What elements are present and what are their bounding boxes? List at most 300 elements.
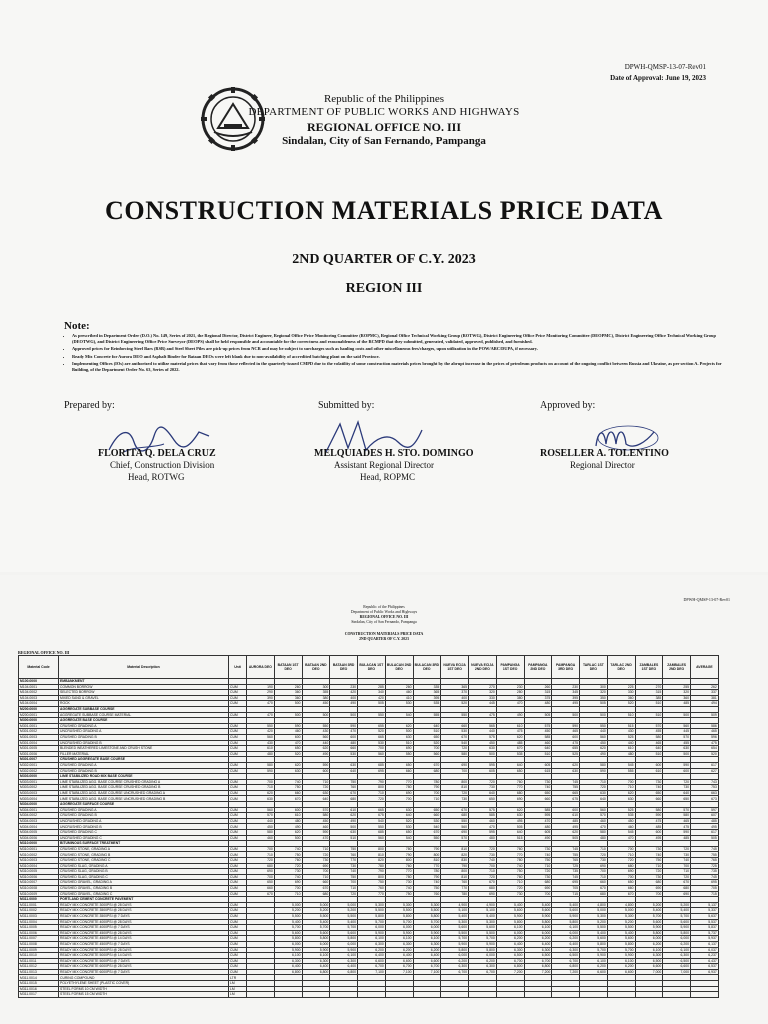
table-cell: 640 xyxy=(663,790,691,796)
table-cell: 743 xyxy=(691,779,719,785)
table-cell: FILLER MATERIAL xyxy=(59,751,229,757)
table-cell: 300 xyxy=(580,684,608,690)
table-cell: 700 xyxy=(413,746,441,752)
table-cell: 5,900 xyxy=(635,925,663,931)
table-cell: 495 xyxy=(635,835,663,841)
table-cell: 5,400 xyxy=(274,919,302,925)
table-cell: 6,537 xyxy=(691,964,719,970)
table-cell: M310.0000 xyxy=(19,841,59,847)
table-cell: 740 xyxy=(635,785,663,791)
table-cell: 620 xyxy=(496,807,524,813)
table-cell: 375 xyxy=(524,695,552,701)
table-cell: 525 xyxy=(552,751,580,757)
table-cell: 770 xyxy=(496,852,524,858)
table-cell xyxy=(247,992,275,998)
table-cell: M311.0009 xyxy=(19,947,59,953)
table-cell: CRUSHED GRADING B xyxy=(59,768,229,774)
table-cell: 6,000 xyxy=(441,953,469,959)
table-cell: 360 xyxy=(274,690,302,696)
column-header: TARLAC 1ST DEO xyxy=(580,656,608,679)
table-cell: 670 xyxy=(663,880,691,886)
table-cell: 710 xyxy=(635,863,663,869)
table-cell: 7,100 xyxy=(385,969,413,975)
table-cell: CRUSHED GRADING B xyxy=(59,734,229,740)
table-cell: M200.0000 xyxy=(19,706,59,712)
table-cell: ROCK xyxy=(59,701,229,707)
table-cell: 500 xyxy=(274,835,302,841)
table-cell: 450 xyxy=(302,818,330,824)
table-cell: 6,100 xyxy=(524,925,552,931)
table-cell: 560 xyxy=(247,807,275,813)
table-cell: M311.0007 xyxy=(19,936,59,942)
table-cell: 640 xyxy=(580,796,608,802)
table-cell: CRUSHED GRAVEL, GRADING B xyxy=(59,885,229,891)
table-cell: READY MIX CONCRETE 5000PSI @ 7 DAYS xyxy=(59,958,229,964)
table-cell: UNCRUSHED GRADING B xyxy=(59,740,229,746)
table-cell: 5,400 xyxy=(330,919,358,925)
table-cell: 650 xyxy=(247,880,275,886)
table-cell: 5,400 xyxy=(469,913,497,919)
table-cell: 500 xyxy=(663,751,691,757)
table-cell: 680 xyxy=(247,863,275,869)
table-cell: 5,800 xyxy=(330,936,358,942)
table-cell: 5,300 xyxy=(358,902,386,908)
table-cell: 5,900 xyxy=(385,930,413,936)
table-cell: 5,800 xyxy=(607,941,635,947)
table-cell: 5,700 xyxy=(663,913,691,919)
table-cell: 5,900 xyxy=(330,947,358,953)
table-cell: 5,600 xyxy=(330,930,358,936)
table-cell: AGGREGATE BASE COURSE xyxy=(59,718,229,724)
table-cell: 720 xyxy=(441,746,469,752)
table-cell: 505 xyxy=(580,701,608,707)
table-cell: 580 xyxy=(247,762,275,768)
table-cell: 620 xyxy=(552,830,580,836)
table-cell: 5,200 xyxy=(274,908,302,914)
table-cell: 550 xyxy=(441,712,469,718)
table-cell: READY MIX CONCRETE 4000PSI @ 28 DAYS xyxy=(59,919,229,925)
table-cell xyxy=(552,992,580,998)
table-cell: 520 xyxy=(607,701,635,707)
table-cell: 800 xyxy=(358,874,386,880)
table-cell: 610 xyxy=(635,768,663,774)
table-cell: 6,200 xyxy=(524,936,552,942)
table-cell: 440 xyxy=(247,818,275,824)
table-cell: 810 xyxy=(358,852,386,858)
table-cell: 730 xyxy=(441,796,469,802)
table-cell: 5,600 xyxy=(552,908,580,914)
table-cell: 5,800 xyxy=(552,919,580,925)
table-cell: 470 xyxy=(607,835,635,841)
table-cell: 4,800 xyxy=(607,902,635,908)
table-cell: 6,800 xyxy=(496,964,524,970)
page2-region-label: REGIONAL OFFICE NO. III xyxy=(18,650,70,655)
table-cell: 630 xyxy=(552,768,580,774)
table-cell: READY MIX CONCRETE 4000PSI @ 7 DAYS xyxy=(59,925,229,931)
table-cell: 710 xyxy=(607,852,635,858)
table-cell: 586 xyxy=(691,723,719,729)
table-cell: 280 xyxy=(496,690,524,696)
table-cell: 260 xyxy=(385,684,413,690)
table-cell: 6,000 xyxy=(385,925,413,931)
table-cell: 6,200 xyxy=(385,947,413,953)
table-cell: M304.0001 xyxy=(19,807,59,813)
table-cell: 5,737 xyxy=(691,930,719,936)
table-cell: M304.0005 xyxy=(19,830,59,836)
table-cell: 505 xyxy=(524,712,552,718)
table-cell: 5,900 xyxy=(358,930,386,936)
table-cell: 5,800 xyxy=(385,913,413,919)
table-cell: 6,437 xyxy=(691,958,719,964)
table-cell: 355 xyxy=(302,690,330,696)
table-cell: CUM xyxy=(229,768,247,774)
table-cell: 460 xyxy=(274,729,302,735)
table-cell: 6,500 xyxy=(496,953,524,959)
table-cell: 6,937 xyxy=(691,969,719,975)
table-cell: 640 xyxy=(635,746,663,752)
table-cell: 6,200 xyxy=(580,964,608,970)
table-cell: 730 xyxy=(635,779,663,785)
table-cell: M310.0001 xyxy=(19,846,59,852)
table-cell: 655 xyxy=(552,746,580,752)
table-cell: 455 xyxy=(663,740,691,746)
table-cell: 650 xyxy=(385,762,413,768)
table-cell: 590 xyxy=(580,768,608,774)
table-cell: 5,900 xyxy=(274,947,302,953)
table-cell: 750 xyxy=(496,869,524,875)
table-cell: UNCRUSHED GRADING C xyxy=(59,835,229,841)
table-cell xyxy=(691,992,719,998)
table-cell: 650 xyxy=(469,796,497,802)
table-cell: 590 xyxy=(552,723,580,729)
table-cell: 505 xyxy=(552,835,580,841)
table-cell: 5,500 xyxy=(330,913,358,919)
table-cell: CRUSHED SLAG, GRADING B xyxy=(59,869,229,875)
table-cell: CRUSHED GRAVEL, GRADING C xyxy=(59,891,229,897)
table-cell: 590 xyxy=(302,762,330,768)
table-cell: 600 xyxy=(635,762,663,768)
table-cell: M100.0000 xyxy=(19,679,59,685)
table-cell: 6,300 xyxy=(385,941,413,947)
table-cell: 663 xyxy=(691,790,719,796)
column-header: BULACAN 3RD DEO xyxy=(413,656,441,679)
table-cell: 680 xyxy=(413,768,441,774)
table-cell: 450 xyxy=(580,740,608,746)
table-cell: 4,900 xyxy=(441,902,469,908)
table-cell: 685 xyxy=(358,830,386,836)
table-cell: 595 xyxy=(469,830,497,836)
table-cell: 420 xyxy=(358,695,386,701)
table-cell: CUM xyxy=(229,947,247,953)
table-cell: CUM xyxy=(229,846,247,852)
table-cell: 710 xyxy=(413,796,441,802)
table-cell: 725 xyxy=(552,863,580,869)
table-cell: 5,000 xyxy=(330,902,358,908)
table-cell: 550 xyxy=(358,712,386,718)
table-cell: 440 xyxy=(469,729,497,735)
table-cell: 490 xyxy=(524,835,552,841)
table-cell: CUM xyxy=(229,953,247,959)
table-cell: CUM xyxy=(229,908,247,914)
table-cell: 560 xyxy=(358,835,386,841)
table-cell: 720 xyxy=(635,869,663,875)
table-cell: 580 xyxy=(580,830,608,836)
table-cell: 6,100 xyxy=(385,936,413,942)
table-cell: 5,537 xyxy=(691,919,719,925)
table-cell: 5,600 xyxy=(274,930,302,936)
table-cell: 690 xyxy=(524,885,552,891)
table-cell: 5,700 xyxy=(441,936,469,942)
table-cell: 450 xyxy=(302,701,330,707)
column-header: TARLAC 2ND DEO xyxy=(607,656,635,679)
table-cell: LIME STABILIZED AGG. BASE COURSE CRUSHED GRADING B xyxy=(59,785,229,791)
table-cell: 480 xyxy=(524,824,552,830)
table-cell: 545 xyxy=(607,762,635,768)
table-cell: 5,900 xyxy=(469,941,497,947)
table-cell xyxy=(635,992,663,998)
table-cell: LM xyxy=(229,981,247,987)
table-cell: 475 xyxy=(635,818,663,824)
table-cell: 5,700 xyxy=(358,919,386,925)
table-cell: M311.0003 xyxy=(19,913,59,919)
table-cell: 6,200 xyxy=(635,941,663,947)
table-cell: 530 xyxy=(385,824,413,830)
table-cell: 7,100 xyxy=(358,969,386,975)
table-cell: 780 xyxy=(496,858,524,864)
table-cell: 730 xyxy=(524,779,552,785)
table-cell: 260 xyxy=(274,684,302,690)
table-cell: 720 xyxy=(663,779,691,785)
table-cell: M300.0000 xyxy=(19,718,59,724)
table-cell: 500 xyxy=(330,824,358,830)
table-cell: 760 xyxy=(441,880,469,886)
table-cell: 590 xyxy=(274,723,302,729)
table-cell: M311.0017 xyxy=(19,992,59,998)
table-cell: 715 xyxy=(552,891,580,897)
table-cell: 700 xyxy=(413,790,441,796)
table-cell: 650 xyxy=(663,796,691,802)
table-cell: 570 xyxy=(663,734,691,740)
table-cell: 6,600 xyxy=(580,969,608,975)
table-cell: READY MIX CONCRETE 6000PSI @ 7 DAYS xyxy=(59,969,229,975)
table-cell: 570 xyxy=(635,723,663,729)
table-cell: 5,500 xyxy=(580,925,608,931)
table-cell: 530 xyxy=(385,701,413,707)
submitted-position: Assistant Regional Director xyxy=(334,460,434,470)
table-cell: AGGREGATE SUBBASE COURSE xyxy=(59,706,229,712)
table-cell: 5,000 xyxy=(302,902,330,908)
table-cell: 700 xyxy=(607,779,635,785)
table-cell: 710 xyxy=(358,790,386,796)
table-cell: 640 xyxy=(496,762,524,768)
note-list xyxy=(64,333,732,375)
table-cell: 505 xyxy=(691,835,719,841)
table-cell xyxy=(441,992,469,998)
table-cell: 470 xyxy=(247,701,275,707)
table-cell: 530 xyxy=(413,818,441,824)
column-header: Material Description xyxy=(59,656,229,679)
signatory-approved xyxy=(540,400,669,470)
table-cell: CUM xyxy=(229,751,247,757)
table-cell: 360 xyxy=(663,695,691,701)
table-cell: 6,500 xyxy=(635,958,663,964)
table-cell: 590 xyxy=(302,830,330,836)
page2-republic: Republic of the Philippines xyxy=(363,605,405,609)
table-cell: 590 xyxy=(635,813,663,819)
table-cell: 6,200 xyxy=(358,947,386,953)
header-republic: Republic of the Philippines xyxy=(323,93,445,105)
table-header-row xyxy=(19,656,719,679)
table-cell: 230 xyxy=(496,684,524,690)
table-cell xyxy=(524,992,552,998)
table-cell: 730 xyxy=(580,858,608,864)
table-cell: 7,000 xyxy=(663,969,691,975)
table-cell: 670 xyxy=(496,746,524,752)
table-cell: 6,137 xyxy=(691,941,719,947)
table-cell: 600 xyxy=(274,734,302,740)
table-cell: 650 xyxy=(635,790,663,796)
table-cell: 665 xyxy=(358,734,386,740)
table-cell: CRUSHED STONE, GRADING B xyxy=(59,852,229,858)
table-cell: 6,100 xyxy=(607,958,635,964)
table-cell: 720 xyxy=(358,796,386,802)
table-cell: 490 xyxy=(274,824,302,830)
table-cell: 760 xyxy=(385,863,413,869)
table-cell: 345 xyxy=(552,690,580,696)
table-cell: 500 xyxy=(385,729,413,735)
table-cell: 5,937 xyxy=(691,936,719,942)
table-cell: 5,500 xyxy=(607,925,635,931)
table-cell: READY MIX CONCRETE 3500PSI @ 7 DAYS xyxy=(59,913,229,919)
table-cell: CUM xyxy=(229,785,247,791)
table-cell: 335 xyxy=(413,684,441,690)
table-cell: 5,600 xyxy=(302,930,330,936)
table-cell: 480 xyxy=(580,835,608,841)
table-cell: 710 xyxy=(580,874,608,880)
table-cell: 680 xyxy=(607,863,635,869)
table-cell: LIME STABILIZED ROAD MIX BASE COURSE xyxy=(59,774,229,780)
table-cell: AGGREGATE SUBBASE COURSE MATERIAL xyxy=(59,712,229,718)
table-cell: 650 xyxy=(607,880,635,886)
table-cell: 600 xyxy=(663,768,691,774)
table-cell: 810 xyxy=(441,846,469,852)
table-cell: 585 xyxy=(524,807,552,813)
table-cell: 670 xyxy=(330,790,358,796)
table-cell: 330 xyxy=(469,695,497,701)
table-cell: 560 xyxy=(580,807,608,813)
table-cell: UNCRUSHED GRADING A xyxy=(59,729,229,735)
table-cell: 6,700 xyxy=(385,964,413,970)
table-cell: 620 xyxy=(552,762,580,768)
table-cell: 690 xyxy=(607,869,635,875)
table-cell: 6,700 xyxy=(524,958,552,964)
table-cell: 5,400 xyxy=(663,908,691,914)
table-cell: 6,300 xyxy=(302,958,330,964)
table-cell: 5,200 xyxy=(607,919,635,925)
table-cell: 780 xyxy=(413,779,441,785)
table-cell: 690 xyxy=(302,863,330,869)
table-cell: 550 xyxy=(385,751,413,757)
table-cell: 6,100 xyxy=(496,925,524,931)
table-cell: 6,000 xyxy=(413,925,441,931)
table-cell: M311.0004 xyxy=(19,919,59,925)
table-cell: 5,300 xyxy=(441,919,469,925)
table-cell: 735 xyxy=(691,869,719,875)
table-cell: 6,100 xyxy=(635,947,663,953)
table-cell: CUM xyxy=(229,874,247,880)
table-cell: 6,200 xyxy=(413,947,441,953)
table-cell: 765 xyxy=(552,858,580,864)
table-cell: 740 xyxy=(413,880,441,886)
table-cell: 475 xyxy=(469,712,497,718)
table-cell: 5,700 xyxy=(607,947,635,953)
table-cell: 670 xyxy=(274,796,302,802)
table-cell: 460 xyxy=(524,740,552,746)
table-cell: 5,600 xyxy=(441,925,469,931)
table-cell: 6,600 xyxy=(635,964,663,970)
table-cell: 315 xyxy=(524,690,552,696)
table-cell: 6,400 xyxy=(330,964,358,970)
signatory-submitted xyxy=(314,400,474,482)
table-cell: 740 xyxy=(385,885,413,891)
table-cell: 760 xyxy=(496,846,524,852)
table-cell: 480 xyxy=(524,701,552,707)
table-cell: 620 xyxy=(247,790,275,796)
table-cell: 6,100 xyxy=(552,925,580,931)
table-cell: 650 xyxy=(385,830,413,836)
table-cell: 5,500 xyxy=(413,908,441,914)
table-cell: CUM xyxy=(229,852,247,858)
table-cell: CUM xyxy=(229,684,247,690)
table-cell: 4,800 xyxy=(580,902,608,908)
table-cell: 780 xyxy=(358,863,386,869)
table-cell: 5,800 xyxy=(413,913,441,919)
table-cell: M104.0001 xyxy=(19,684,59,690)
prepared-role: Head, ROTWG xyxy=(128,472,185,482)
table-cell: 490 xyxy=(330,701,358,707)
table-cell: 655 xyxy=(358,723,386,729)
table-cell: 505 xyxy=(358,701,386,707)
note-item: • Implementing Offices (IOs) are authorized to utilize material prices that vary from those reflected in the quarterly-issued CMPD due to the volatility of some construction materials prices brought by the abrupt increase in the prices of petroleum products on account of the ongoing conflict between Russia and Ukraine, as per section A. Projects for Building, of the Department Order No. 63, Series of 2022. xyxy=(72,361,732,372)
table-cell: 610 xyxy=(607,746,635,752)
table-cell: 810 xyxy=(441,785,469,791)
table-cell: 600 xyxy=(552,734,580,740)
table-cell: 720 xyxy=(302,785,330,791)
table-cell: 475 xyxy=(663,824,691,830)
table-cell: 5,600 xyxy=(524,908,552,914)
table-cell: 640 xyxy=(469,790,497,796)
table-cell: M104.0003 xyxy=(19,695,59,701)
table-cell: 5,800 xyxy=(441,947,469,953)
table-cell: 6,000 xyxy=(358,925,386,931)
table-cell: 6,300 xyxy=(441,964,469,970)
table-cell: 575 xyxy=(524,723,552,729)
table-cell: 470 xyxy=(274,740,302,746)
table-cell: 6,100 xyxy=(413,936,441,942)
table-cell: 5,837 xyxy=(691,925,719,931)
table-cell: 670 xyxy=(607,891,635,897)
table-cell: 730 xyxy=(663,785,691,791)
table-cell: 5,600 xyxy=(635,919,663,925)
table-cell: 675 xyxy=(358,813,386,819)
table-cell: 5,500 xyxy=(441,930,469,936)
table-cell: 6,600 xyxy=(385,958,413,964)
table-cell: 575 xyxy=(469,734,497,740)
table-cell: 550 xyxy=(358,824,386,830)
table-cell: 520 xyxy=(274,751,302,757)
table-cell: 430 xyxy=(247,740,275,746)
table-cell: 760 xyxy=(330,852,358,858)
